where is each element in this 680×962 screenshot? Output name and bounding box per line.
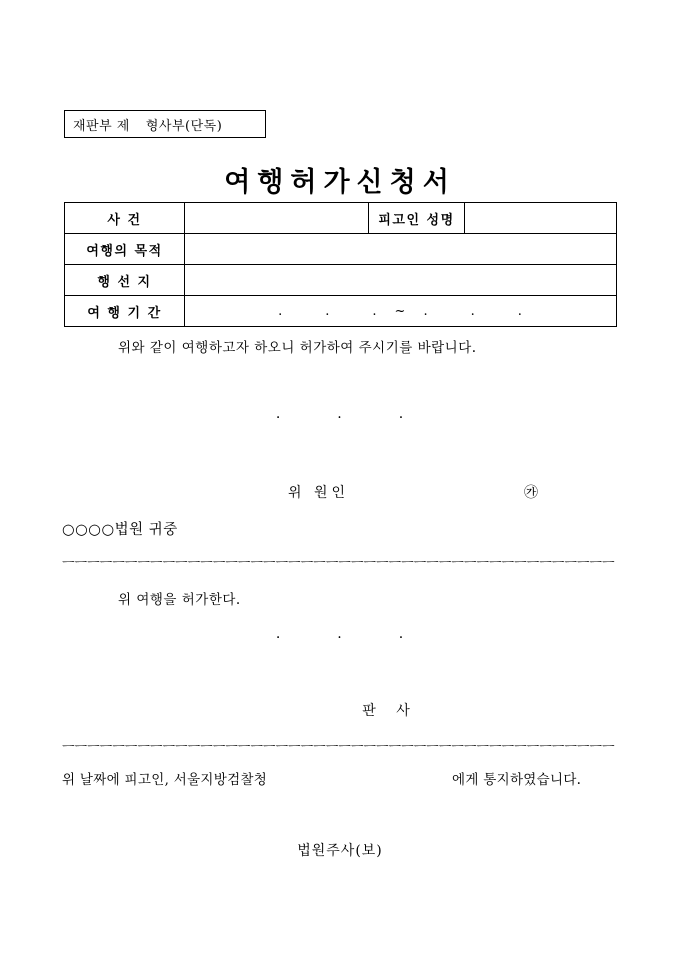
period-start-year: . bbox=[372, 303, 378, 319]
table-row bbox=[65, 296, 617, 327]
clerk-label: 법원주사(보) bbox=[297, 843, 383, 859]
table-row bbox=[65, 265, 617, 296]
period-tilde: ~ bbox=[394, 303, 407, 319]
court-division-value: 형사부(단독) bbox=[145, 118, 223, 134]
period-start-day: . bbox=[278, 303, 284, 319]
date-blank-judge[interactable] bbox=[0, 626, 680, 642]
period-end-year: . bbox=[517, 303, 523, 319]
page-title: 여행허가신청서 bbox=[224, 167, 456, 198]
defendant-name-label: 피고인 성명 bbox=[369, 203, 465, 234]
destination-value[interactable] bbox=[185, 265, 617, 296]
application-table bbox=[64, 202, 617, 327]
travel-period-label: 여 행 기 간 bbox=[65, 296, 185, 327]
table-row bbox=[65, 234, 617, 265]
court-division-label: 재판부 제 bbox=[73, 118, 130, 134]
divider-top: ㅡㅡㅡㅡㅡㅡㅡㅡㅡㅡㅡㅡㅡㅡㅡㅡㅡㅡㅡㅡㅡㅡㅡㅡㅡㅡㅡㅡㅡㅡㅡㅡㅡㅡㅡㅡㅡㅡㅡㅡㅡㅡㅡㅡ bbox=[62, 556, 615, 571]
date-blank-applicant[interactable] bbox=[0, 406, 680, 422]
date-dot-3: . bbox=[398, 406, 405, 422]
date2-dot-2: . bbox=[337, 626, 343, 642]
seal-icon: ㉮ bbox=[524, 485, 538, 501]
divider-bottom: ㅡㅡㅡㅡㅡㅡㅡㅡㅡㅡㅡㅡㅡㅡㅡㅡㅡㅡㅡㅡㅡㅡㅡㅡㅡㅡㅡㅡㅡㅡㅡㅡㅡㅡㅡㅡㅡㅡㅡㅡㅡㅡㅡㅡ bbox=[62, 740, 615, 755]
judge-label: 판 사 bbox=[362, 703, 418, 719]
permit-sentence: 위 여행을 허가한다. bbox=[118, 592, 241, 608]
date-dot-1: . bbox=[275, 406, 282, 422]
case-label: 사 건 bbox=[65, 203, 185, 234]
period-end-day: . bbox=[423, 303, 429, 319]
notification-right-text: 에게 통지하였습니다. bbox=[452, 772, 582, 788]
travel-purpose-value[interactable] bbox=[185, 234, 617, 265]
travel-purpose-label: 여행의 목적 bbox=[65, 234, 185, 265]
court-division-box bbox=[64, 110, 266, 138]
date-dot-2: . bbox=[337, 406, 343, 422]
notification-left-text: 위 날짜에 피고인, 서울지방검찰청 bbox=[62, 772, 268, 788]
date2-dot-3: . bbox=[398, 626, 405, 642]
destination-label: 행 선 지 bbox=[65, 265, 185, 296]
applicant-label: 위 원인 bbox=[288, 485, 350, 501]
court-addressee: ○○○○법원 귀중 bbox=[62, 522, 178, 538]
period-start-month: . bbox=[325, 303, 331, 319]
period-end-month: . bbox=[470, 303, 476, 319]
case-value[interactable] bbox=[185, 203, 369, 234]
table-row bbox=[65, 203, 617, 234]
defendant-name-value[interactable] bbox=[465, 203, 617, 234]
request-sentence: 위와 같이 여행하고자 하오니 허가하여 주시기를 바랍니다. bbox=[118, 340, 477, 356]
travel-period-value[interactable] bbox=[185, 296, 617, 327]
date2-dot-1: . bbox=[275, 626, 282, 642]
